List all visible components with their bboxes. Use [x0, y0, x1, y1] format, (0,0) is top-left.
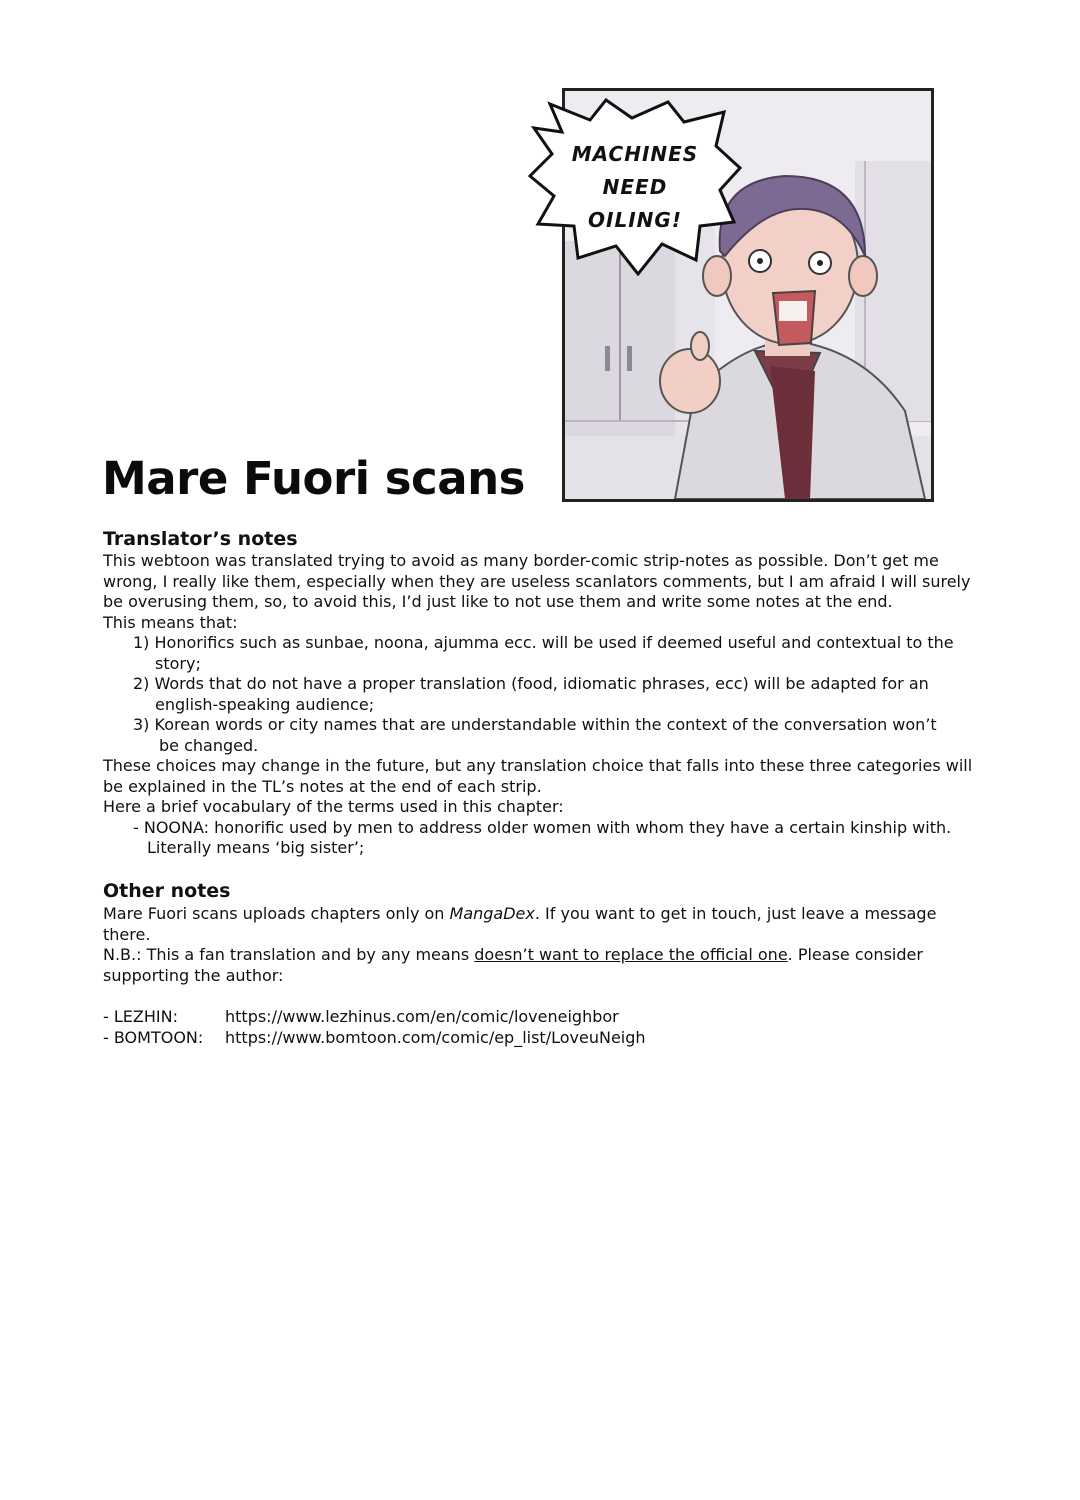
vocab-item: [103, 818, 983, 859]
translator-notes-body: [103, 551, 983, 859]
list-item-continuation: story;: [155, 653, 201, 673]
list-item: [103, 633, 983, 674]
upload-paragraph: [103, 904, 973, 945]
upload-text: Mare Fuori scans uploads chapters only on: [103, 904, 450, 923]
bubble-line: NEED: [602, 175, 668, 199]
link-label: - LEZHIN:: [103, 1007, 178, 1026]
vocab-term: - NOONA:: [133, 817, 210, 837]
bubble-line: OILING!: [588, 208, 682, 232]
other-notes-heading: Other notes: [103, 880, 231, 902]
nb-paragraph: [103, 945, 973, 986]
list-item-continuation: english-speaking audience;: [155, 694, 375, 714]
link-label: - BOMTOON:: [103, 1027, 204, 1047]
nb-underlined: doesn’t want to replace the official one: [474, 945, 788, 964]
list-item: [103, 674, 983, 715]
intro-paragraph: This webtoon was translated trying to avoid as many border-comic strip-notes as possible. Don’t get me wrong, I really like them, especially when they are useless scanlators comments, but I am afraid I will surely be overusing them, so, to avoid this, I’d just like to not use them and write some notes at the end.: [103, 551, 971, 611]
bubble-line: MACHINES: [571, 142, 699, 166]
bomtoon-url[interactable]: https://www.bomtoon.com/comic/ep_list/LoveuNeigh: [225, 1027, 646, 1047]
vocab-continuation: Literally means ‘big sister’;: [147, 838, 365, 857]
lezhin-url[interactable]: https://www.lezhinus.com/en/comic/loveneighbor: [225, 1007, 619, 1026]
list-item-text: 1) Honorifics such as sunbae, noona, ajumma ecc. will be used if deemed useful and contextual to the: [133, 633, 954, 652]
speech-bubble-text: [528, 138, 742, 237]
other-notes-body: [103, 904, 973, 986]
choices-paragraph: These choices may change in the future, but any translation choice that falls into these three categories will be explained in the TL’s notes at the end of each strip.: [103, 756, 973, 796]
means-line: This means that:: [103, 612, 238, 632]
upload-text-end: . If you want to get in touch, just leave a message there.: [103, 904, 937, 944]
translator-notes-heading: Translator’s notes: [103, 528, 298, 550]
mangadex-name: MangaDex: [449, 904, 535, 923]
author-links: [103, 1007, 646, 1048]
list-item: [103, 715, 983, 756]
list-item-continuation: be changed.: [159, 735, 259, 755]
vocab-intro: Here a brief vocabulary of the terms used in this chapter:: [103, 797, 564, 816]
page-title: Mare Fuori scans: [102, 452, 525, 505]
list-item-text: 2) Words that do not have a proper translation (food, idiomatic phrases, ecc) will be adapted for an: [133, 674, 929, 693]
nb-text-end: . Please consider supporting the author:: [103, 945, 923, 985]
vocab-definition: honorific used by men to address older women with whom they have a certain kinship with.: [209, 817, 952, 837]
list-item-text: 3) Korean words or city names that are understandable within the context of the conversation won’t: [133, 715, 937, 734]
link-row-bomtoon: [103, 1028, 646, 1049]
nb-text: N.B.: This a fan translation and by any means: [103, 945, 475, 964]
link-row-lezhin: [103, 1007, 646, 1028]
